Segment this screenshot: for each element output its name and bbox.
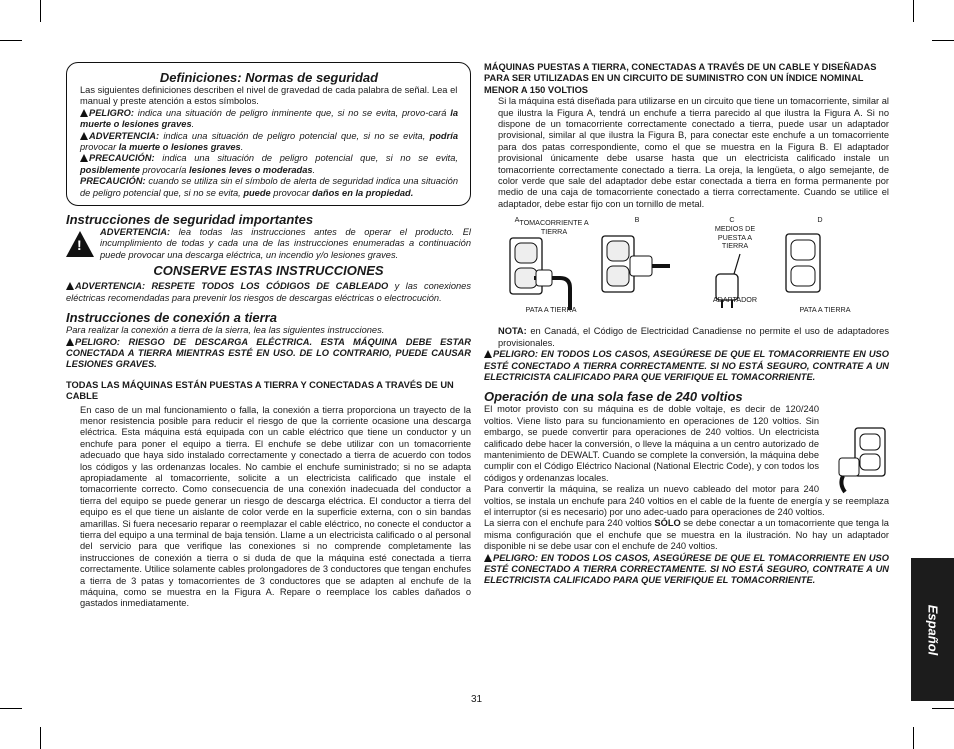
warning-icon xyxy=(80,109,88,117)
adapter-b xyxy=(630,256,652,276)
danger-outlet-1: PELIGRO: EN TODOS LOS CASOS, ASEGÚRESE DE QUE EL TOMACORRIENTE EN USO ESTÉ CONECTADO A TIERRA CORRECTAMENTE. SI NO ESTÁ SEGURO, CONTRATE A UN ELECTRICISTA CALIFICADO PARA QUE VERIFIQUE EL TOMACORRIENTE. xyxy=(484,349,889,382)
warning-icon xyxy=(80,154,88,162)
plug-a xyxy=(536,270,552,286)
safety-warning: ! ADVERTENCIA: lea todas las instrucciones antes de operar el producto. El incumplimiento de todas y cada una de las instrucciones enumeradas a continuación puede provocar una descarga eléctrica, un incendio y/o lesiones graves. xyxy=(66,227,471,261)
single-phase-heading: Operación de una sola fase de 240 voltios xyxy=(484,389,743,405)
warning-icon xyxy=(66,282,74,290)
danger-outlet-2: PELIGRO: EN TODOS LOS CASOS, ASEGÚRESE DE QUE EL TOMACORRIENTE EN USO ESTÉ CONECTADO A TIERRA CORRECTAMENTE. SI NO ESTÁ SEGURO, CONTRATE A UN ELECTRICISTA CALIFICADO PARA QUE VERIFIQUE EL TOMACORRIENTE. xyxy=(484,552,889,586)
fig-label-ground-pin-a: PATA A TIERRA xyxy=(525,305,577,315)
warning-icon xyxy=(66,338,74,346)
fig-label-d: D xyxy=(817,215,823,225)
warning-icon xyxy=(484,350,492,358)
definitions-intro: Las siguientes definiciones describen el nivel de gravedad de cada palabra de señal. Lea el manual y preste atención a estos símbolos. xyxy=(80,85,458,107)
fig-label-adapter: ADAPTADOR xyxy=(712,295,758,305)
figure-plugs xyxy=(484,216,889,316)
right-column xyxy=(484,62,889,587)
definitions-title: Definiciones: Normas de seguridad xyxy=(159,70,379,85)
all-machines-heading: TODAS LAS MÁQUINAS ESTÁN PUESTAS A TIERRA Y CONECTADAS A TRAVÉS DE UN CABLE xyxy=(66,379,454,402)
warning-icon xyxy=(484,554,492,562)
warning-icon: ! xyxy=(66,231,94,257)
definitions-box xyxy=(66,62,471,206)
fig-label-b: B xyxy=(634,215,640,225)
def-precaucion-property: PRECAUCIÓN: cuando se utiliza sin el símbolo de alerta de seguridad indica una situación de peligro potencial que, si no se evita, puede provocar daños en la propiedad. xyxy=(80,176,458,198)
machines-heading: MÁQUINAS PUESTAS A TIERRA, CONECTADAS A TRAVÉS DE UN CABLE Y DISEÑADAS PARA SER UTILIZADAS EN UN CIRCUITO DE SUMINISTRO CON UN ÍNDICE NOMINAL MENOR A 150 VOLTIOS xyxy=(484,62,877,95)
conserve-heading: CONSERVE ESTAS INSTRUCCIONES xyxy=(153,263,384,279)
fig-label-a: A xyxy=(514,215,520,225)
grounding-heading: Instrucciones de conexión a tierra xyxy=(66,310,277,326)
canada-note: NOTA: en Canadá, el Código de Electricidad Canadiense no permite el uso de adaptadores provisionales. xyxy=(498,326,889,348)
page-number: 31 xyxy=(471,694,483,705)
language-tab: Español xyxy=(911,558,954,701)
single-phase-p2: Para convertir la máquina, se realiza un nuevo cableado del motor para 240 voltios, se instala un enchufe para 240 voltios en el cable de la fuente de energía y se reemplaza el interruptor (si es necesario) por uno adec-uado para operaciones de 240 voltios. xyxy=(484,484,889,517)
grounding-intro: Para realizar la conexión a tierra de la sierra, lea las siguientes instrucciones. xyxy=(66,325,385,336)
safety-instructions-heading: Instrucciones de seguridad importantes xyxy=(66,212,314,228)
machines-body: Si la máquina está diseñada para utilizarse en un circuito que tiene un tomacorriente, similar al que ilustra la Figura A, tendrá un enchufe a tierra parecido al que ilustra la Figura A. Si no dispone de un tomacorriente correctamente conectado a tierra, puede usar un adaptador provisional, similar al que ilustra la Figura B, para conectar este enchufe a un tomacorriente para dos patas correspondiente, como el que se muestra en la Figura B. El adaptador provisional únicamente debe usarse hasta que un electricista calificado instale un tomacorriente correctamente conectado a tierra. La oreja, la lengüeta, o algo semejante, de color verde que sale del adaptador debe estar conectada a tierra en forma permanente por medio de una caja de tomacorriente conectado a tierra correctamente. Cuando se utilice el adaptador, debe estar fijo con un tornillo de metal. xyxy=(498,96,889,209)
fig-label-grounding-means: MEDIOS DE PUESTA A TIERRA xyxy=(714,224,756,251)
def-precaucion: PRECAUCIÓN: indica una situación de peligro potencial que, si no se evita, posiblemente provocaría lesiones leves o moderadas. xyxy=(80,153,458,175)
wiring-codes-warning: ADVERTENCIA: RESPETE TODOS LOS CÓDIGOS DE CABLEADO y las conexiones eléctricas recomendadas para prevenir los riesgos de descargas eléctricas o electrocución. xyxy=(66,281,471,303)
left-column xyxy=(66,62,471,610)
single-phase-p3: La sierra con el enchufe para 240 voltios SÓLO se debe conectar a un tomacorriente que tenga la misma configuración que el enchufe que se muestra en la ilustración. No hay un adaptador disponible ni se debe usar con el enchufe de 240 voltios. xyxy=(484,518,889,552)
def-peligro: PELIGRO: indica una situación de peligro inminente que, si no se evita, provo-cará la muerte o lesiones graves. xyxy=(80,107,458,130)
grounding-danger: PELIGRO: RIESGO DE DESCARGA ELÉCTRICA. ESTA MÁQUINA DEBE ESTAR CONECTADA A TIERRA MIENTRAS ESTÉ EN USO. DE LO CONTRARIO, PUEDE CAUSAR LESIONES GRAVES. xyxy=(66,336,471,370)
warning-icon xyxy=(80,132,88,140)
single-phase-p1: El motor provisto con su máquina es de doble voltaje, es decir de 120/240 voltios. Viene listo para su funcionamiento en operaciones de 120 voltios. Sin embargo, se puede convertir para operaciones de 240 voltios. Un electricista calificado debe hacer la conversión, o lleve la máquina a un centro autorizado de mantenimiento de DEWALT. Cuando se complete la conversión, la máquina debe cumplir con el Código Eléctrico Nacional (National Electric Code), y con todos los códigos y ordenanzas locales. xyxy=(484,404,819,483)
plug-240v-illustration xyxy=(825,424,889,494)
fig-label-ground-pin-d: PATA A TIERRA xyxy=(799,305,851,315)
fig-label-outlet: TOMACORRIENTE A TIERRA xyxy=(519,218,589,236)
def-advertencia: ADVERTENCIA: indica una situación de peligro potencial que, si no se evita, podría provocar la muerte o lesiones graves. xyxy=(80,130,458,153)
all-machines-body: En caso de un mal funcionamiento o falla, la conexión a tierra proporciona un trayecto de la menor resistencia posible para reducir el riesgo de que la corriente ocasione una descarga eléctrica. Esta máquina está equipada con un cable eléctrico que tiene un conductor y un enchufe para poner el equipo a tierra. El enchufe se debe utilizar con un tomacorriente adecuado que haya sido instalado correctamente y conectado a tierra de acuerdo con todos los códigos y las ordenanzas locales. No cambie el enchufe suministrado; si no se adapta apropiadamente al tomacorriente, solicite a un electricista calificado que instale el tomacorriente correcto. Como consecuencia de una conexión inadecuada del conductor a tierra del equipo se puede generar un riesgo de descarga eléctrica. El conductor a tierra del equipo es el que tiene un aislante de color verde en la superficie externa, con o sin bandas amarillas. Si fuera necesario reparar o reemplazar el cable eléctrico, no conecte el conductor a tierra del equipo a una terminal de baja tensión. Llame a un electricista calificado o al personal del servicio para que verifique las conexiones si no comprende completamente las instrucciones de conexión a tierra o si duda de que la máquina esté conectada a tierra correctamente. Utilice solamente cables prolongadores de 3 conductores que tengan enchufes a tierra de 3 patas y tomacorrientes de 3 conductores que se adapten al enchufe de la máquina, como se muestra en la Figura A. Repare o reemplace los cables dañados o gastados inmediatamente. xyxy=(80,404,471,609)
fig-label-c: C xyxy=(729,215,735,225)
